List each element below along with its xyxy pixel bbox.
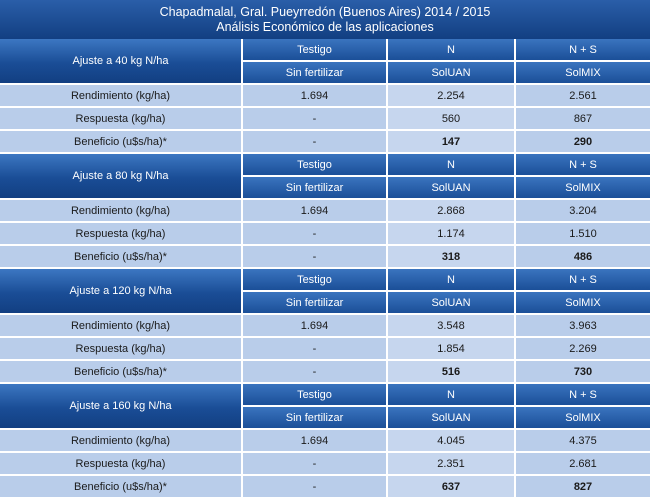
column-header-sub: SolMIX [516,177,650,200]
table-row [0,361,650,384]
table-cell: 827 [516,476,650,499]
group-title: Ajuste a 160 kg N/ha [0,384,243,430]
table-row [0,315,650,338]
table-row [0,131,650,154]
table-cell: 3.548 [388,315,516,338]
column-header-top: Testigo [243,269,388,292]
table-row [0,453,650,476]
column-header-sub: Sin fertilizar [243,62,388,85]
table-row [0,476,650,499]
table-cell: 1.174 [388,223,516,246]
table-cell: 486 [516,246,650,269]
row-label: Beneficio (u$s/ha)* [0,476,243,499]
table-cell: - [243,361,388,384]
column-header-top: Testigo [243,39,388,62]
group-header-row [0,384,650,407]
row-label: Respuesta (kg/ha) [0,338,243,361]
column-header-top: N [388,269,516,292]
table-cell: - [243,476,388,499]
group-header-row [0,39,650,62]
row-label: Rendimiento (kg/ha) [0,315,243,338]
table-cell: 290 [516,131,650,154]
table-cell: 2.868 [388,200,516,223]
table-row [0,108,650,131]
group-header-row [0,154,650,177]
table-subtitle: Análisis Económico de las aplicaciones [216,20,434,34]
table-cell: 560 [388,108,516,131]
table-cell: 1.694 [243,315,388,338]
group-header-row [0,269,650,292]
table-cell: 318 [388,246,516,269]
group-title: Ajuste a 40 kg N/ha [0,39,243,85]
column-header-top: Testigo [243,384,388,407]
column-header-sub: Sin fertilizar [243,292,388,315]
row-label: Rendimiento (kg/ha) [0,85,243,108]
table-row [0,85,650,108]
row-label: Beneficio (u$s/ha)* [0,131,243,154]
table-cell: - [243,246,388,269]
economic-analysis-table [0,39,650,499]
column-header-top: N [388,384,516,407]
table-row [0,246,650,269]
column-header-sub: SolUAN [388,407,516,430]
table-cell: 3.204 [516,200,650,223]
table-cell: 4.375 [516,430,650,453]
table-row [0,338,650,361]
table-cell: 147 [388,131,516,154]
row-label: Rendimiento (kg/ha) [0,430,243,453]
table-cell: 730 [516,361,650,384]
table-cell: - [243,108,388,131]
table-cell: 4.045 [388,430,516,453]
column-header-top: N + S [516,269,650,292]
table-cell: 3.963 [516,315,650,338]
table-cell: - [243,338,388,361]
table-cell: 516 [388,361,516,384]
table-cell: - [243,453,388,476]
table-cell: 867 [516,108,650,131]
column-header-top: N + S [516,39,650,62]
table-row [0,200,650,223]
table-cell: 1.694 [243,200,388,223]
table-row [0,223,650,246]
row-label: Respuesta (kg/ha) [0,453,243,476]
column-header-sub: SolMIX [516,292,650,315]
column-header-sub: SolUAN [388,62,516,85]
table-cell: 2.254 [388,85,516,108]
row-label: Respuesta (kg/ha) [0,108,243,131]
row-label: Respuesta (kg/ha) [0,223,243,246]
column-header-sub: SolMIX [516,407,650,430]
column-header-sub: Sin fertilizar [243,177,388,200]
column-header-top: N [388,39,516,62]
table-cell: 1.854 [388,338,516,361]
column-header-top: Testigo [243,154,388,177]
row-label: Beneficio (u$s/ha)* [0,361,243,384]
column-header-top: N + S [516,154,650,177]
column-header-top: N + S [516,384,650,407]
row-label: Beneficio (u$s/ha)* [0,246,243,269]
row-label: Rendimiento (kg/ha) [0,200,243,223]
column-header-sub: Sin fertilizar [243,407,388,430]
column-header-sub: SolUAN [388,177,516,200]
table-header [0,0,650,39]
table-cell: 1.694 [243,85,388,108]
table-cell: 637 [388,476,516,499]
table-cell: 2.681 [516,453,650,476]
table-cell: 1.510 [516,223,650,246]
table-cell: 2.351 [388,453,516,476]
column-header-top: N [388,154,516,177]
column-header-sub: SolMIX [516,62,650,85]
table-cell: 2.561 [516,85,650,108]
table-row [0,430,650,453]
group-title: Ajuste a 120 kg N/ha [0,269,243,315]
group-title: Ajuste a 80 kg N/ha [0,154,243,200]
table-cell: - [243,131,388,154]
column-header-sub: SolUAN [388,292,516,315]
table-cell: - [243,223,388,246]
table-cell: 1.694 [243,430,388,453]
table-cell: 2.269 [516,338,650,361]
table-title: Chapadmalal, Gral. Pueyrredón (Buenos Aires) 2014 / 2015 [159,5,491,19]
